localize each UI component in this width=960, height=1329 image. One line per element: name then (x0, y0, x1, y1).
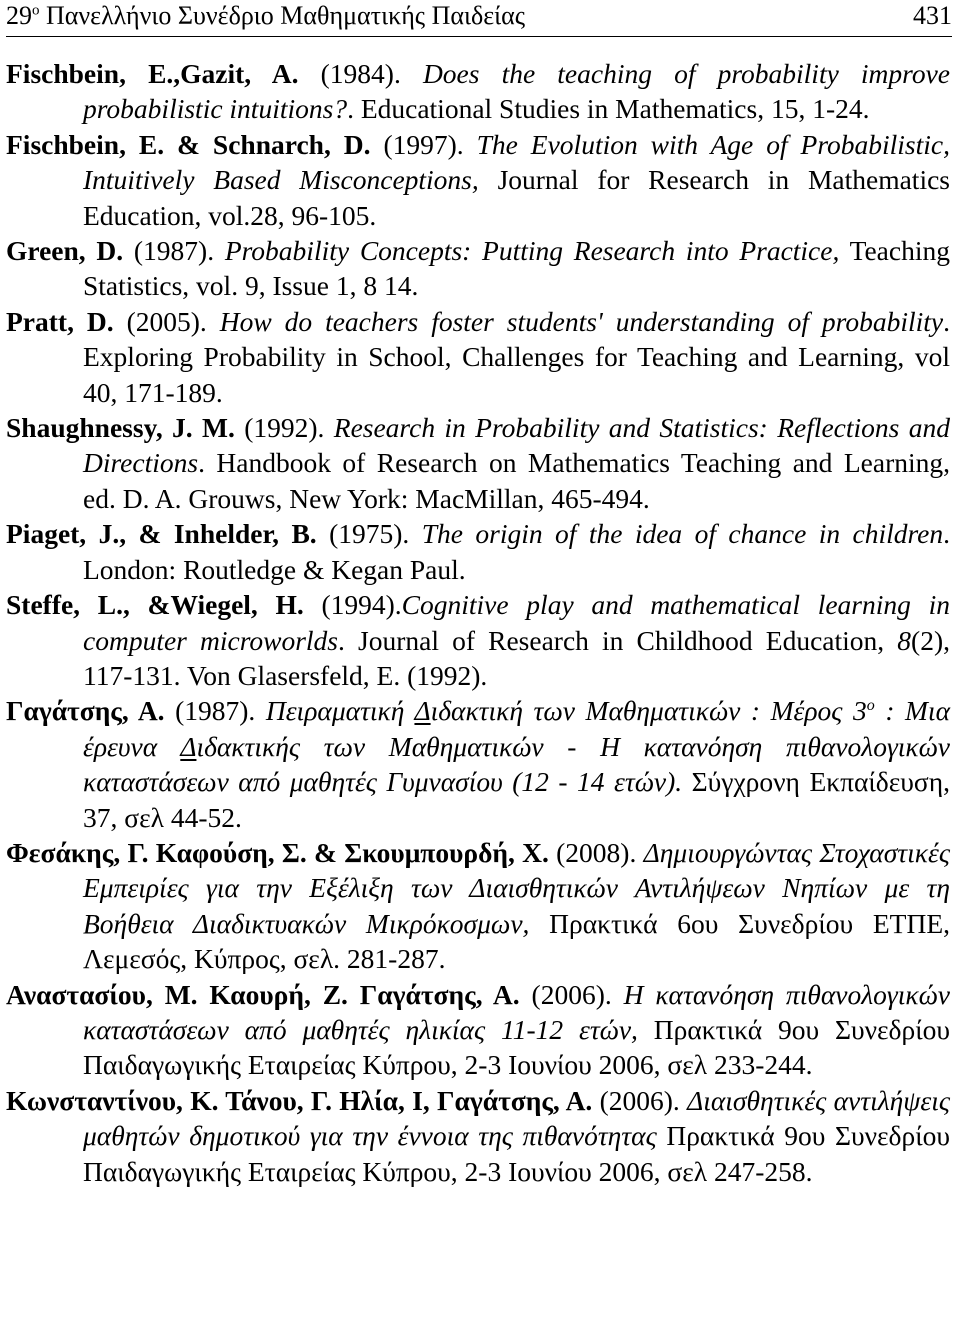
reference-year: (1994). (303, 589, 402, 621)
reference-source: Σύγχρονη Εκπαίδευση, 37, σελ 44-52. (83, 766, 950, 833)
reference-authors: Αναστασίου, Μ. Καουρή, Ζ. Γαγάτσης, Α. (6, 978, 520, 1010)
reference-authors: Piaget, J., & Inhelder, B. (6, 518, 317, 550)
reference-source: . Educational Studies in Mathematics, 15, 1-24. (347, 93, 870, 125)
reference-item (6, 56, 950, 127)
reference-item (6, 233, 950, 304)
reference-item (6, 127, 950, 233)
reference-title: Η κατανόηση πιθανολογικών καταστάσεων από μαθητές ηλικίας 11-12 ετών, (83, 978, 950, 1045)
reference-title: Δημιουργώντας Στοχαστικές Εμπειρίες για την Εξέλιξη των Διαισθητικών Αντιλήψεων Νηπίων με τη Βοήθεια Διαδικτυακών Μικρόκοσμων, (83, 836, 950, 939)
reference-item (6, 516, 950, 587)
reference-source: Πρακτικά 9ου Συνεδρίου Παιδαγωγικής Εταιρείας Κύπρου, 2-3 Ιουνίου 2006, σελ 247-258. (83, 1120, 950, 1187)
reference-year: (2006). (592, 1084, 688, 1116)
reference-source: Πρακτικά 6ου Συνεδρίου ΕΤΠΕ, Λεμεσός, Κύπρος, σελ. 281-287. (83, 907, 950, 975)
page-number: 431 (913, 1, 952, 30)
reference-item (6, 587, 950, 693)
reference-year: (2008). (548, 836, 644, 868)
reference-authors: Κωνσταντίνου, Κ. Τάνου, Γ. Ηλία, Ι, Γαγάτσης, Α. (6, 1084, 593, 1116)
reference-title: Probability Concepts: Putting Research into Practice, (224, 235, 840, 267)
reference-source: . Handbook of Research on Mathematics Teaching and Learning, ed. D. A. Grouws, New York: MacMillan, 465-494. (83, 447, 950, 514)
reference-year: (2005). (113, 305, 220, 337)
reference-year: (1975). (316, 518, 422, 550)
reference-year: (1987). (164, 695, 266, 727)
reference-authors: Γαγάτσης, Α. (6, 695, 165, 727)
reference-source: . Journal of Research in Childhood Education, (338, 624, 898, 656)
reference-year: (1997). (370, 128, 477, 160)
reference-volume: 8 (897, 624, 912, 656)
reference-item (6, 835, 950, 977)
reference-source: . Exploring Probability in School, Challenges for Teaching and Learning, vol 40, 171-189. (83, 305, 950, 408)
reference-source: Πρακτικά 9ου Συνεδρίου Παιδαγωγικής Εταιρείας Κύπρου, 2-3 Ιουνίου 2006, σελ 233-244. (83, 1013, 950, 1081)
reference-item (6, 410, 950, 516)
reference-title: Διαισθητικές αντιλήψεις μαθητών δημοτικού για την έννοια της πιθανότητας (83, 1084, 950, 1152)
reference-year: (2006). (519, 978, 624, 1010)
reference-source: . London: Routledge & Kegan Paul. (83, 518, 950, 585)
reference-year: (1992). (234, 412, 334, 444)
reference-title: Does the teaching of probability improve probabilistic intuitions? (83, 58, 950, 125)
reference-item (6, 1083, 950, 1189)
reference-title: The origin of the idea of chance in children (421, 518, 944, 550)
reference-authors: Φεσάκης, Γ. Καφούση, Σ. & Σκουμπουρδή, Χ. (6, 836, 549, 868)
running-header (6, 0, 952, 37)
reference-source-tail: (2), 117-131. Von Glasersfeld, E. (1992). (83, 624, 950, 691)
reference-item (6, 977, 950, 1083)
reference-authors: Fischbein, E. & Schnarch, D. (6, 128, 371, 160)
reference-year: (1987). (123, 235, 225, 267)
reference-title: How do teachers foster students' understanding of probability (219, 305, 944, 337)
reference-title: The Evolution with Age of Probabilistic, Intuitively Based Misconceptions, (83, 128, 950, 196)
reference-title: Cognitive play and mathematical learning in computer microworlds (83, 589, 950, 656)
reference-authors: Fischbein, E.,Gazit, A. (6, 58, 299, 89)
reference-list (6, 56, 950, 1189)
reference-authors: Steffe, L., &Wiegel, H. (6, 589, 304, 621)
reference-source: Journal for Research in Mathematics Education, vol.28, 96-105. (83, 164, 950, 231)
reference-title: Πειραματική Διδακτική των Μαθηματικών : Μέρος $3^o$ : Μια έρευνα Διδακτικής των Μαθηματικών - Η κατανόηση πιθανολογικών καταστάσεων από μαθητές Γυμνασίου (12 - 14 ετών). (83, 695, 951, 798)
reference-year: (1984). (298, 58, 423, 89)
reference-authors: Pratt, D. (6, 305, 114, 337)
reference-item (6, 304, 950, 410)
reference-source: Teaching Statistics, vol. 9, Issue 1, 8 14. (83, 235, 950, 302)
reference-title: Research in Probability and Statistics: Reflections and Directions (83, 412, 950, 479)
reference-authors: Shaughnessy, J. M. (6, 412, 235, 444)
reference-item (6, 693, 950, 835)
conference-title: $29^o$ Πανελλήνιο Συνέδριο Μαθηματικής Παιδείας (6, 1, 526, 30)
reference-authors: Green, D. (6, 235, 124, 267)
